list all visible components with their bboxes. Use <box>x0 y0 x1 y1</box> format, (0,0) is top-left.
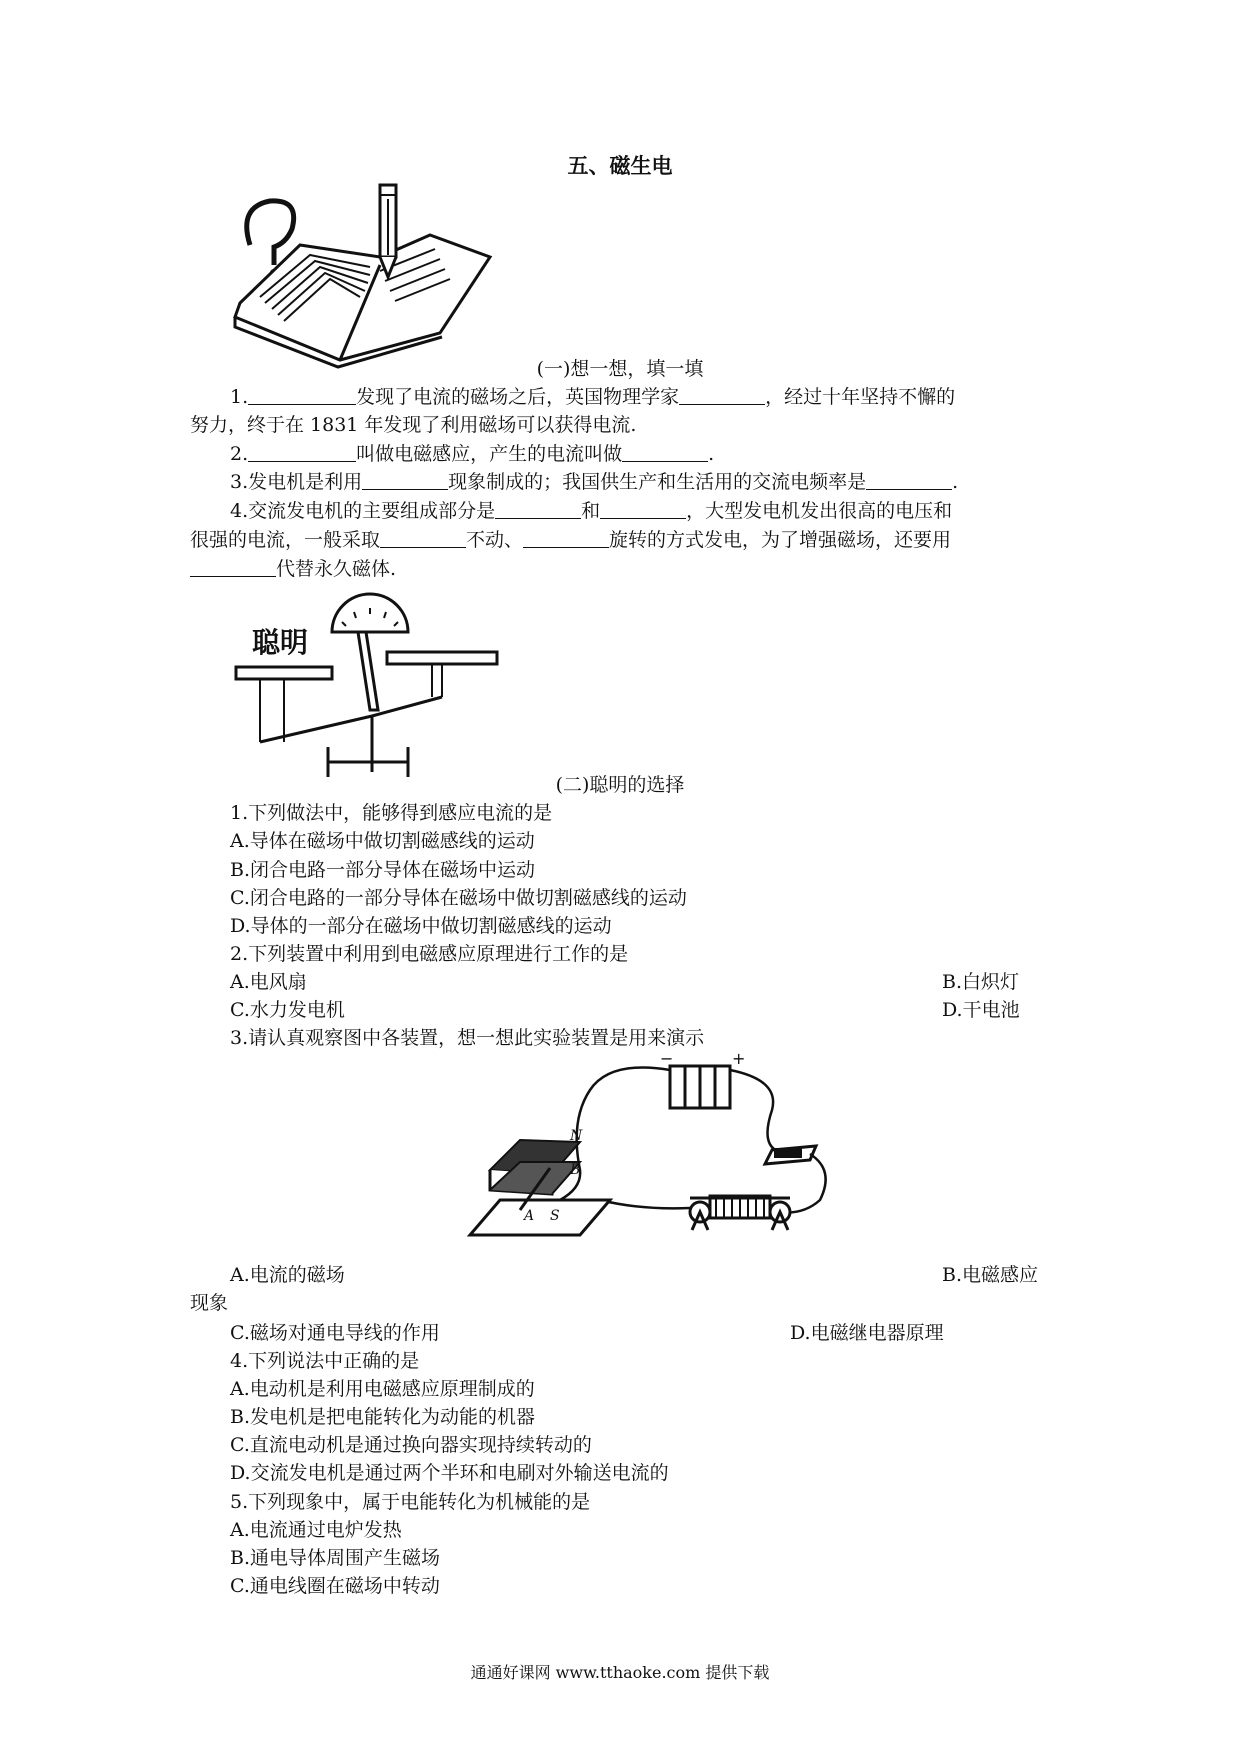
fill-question-1-cont: 努力，终于在 1831 年发现了利用磁场可以获得电流. <box>190 414 637 436</box>
fill-question-4: 4.交流发电机的主要组成部分是 和 ，大型发电机发出很高的电压和 <box>230 500 953 522</box>
answer-blank[interactable] <box>523 527 609 548</box>
answer-blank[interactable] <box>622 441 708 462</box>
choice-option[interactable]: C.直流电动机是通过换向器实现持续转动的 <box>230 1434 592 1456</box>
choice-option[interactable]: D.导体的一部分在磁场中做切割磁感线的运动 <box>230 915 612 937</box>
answer-blank[interactable] <box>600 498 686 519</box>
balance-scale-illustration <box>232 592 502 782</box>
question-mark-icon <box>247 201 294 265</box>
book-pencil-illustration <box>230 185 490 365</box>
galvanometer-icon <box>765 1146 816 1164</box>
scale-label: 聪明 <box>252 626 309 659</box>
choice-option[interactable]: C.闭合电路的一部分导体在磁场中做切割磁感线的运动 <box>230 887 687 909</box>
section2-heading: (二)聪明的选择 <box>555 774 685 796</box>
answer-blank[interactable] <box>362 469 448 490</box>
fill-question-1: 1. 发现了电流的磁场之后，英国物理学家 ，经过十年坚持不懈的 <box>230 386 956 408</box>
battery-icon <box>660 1049 745 1108</box>
choice-option[interactable]: A.电流的磁场 <box>230 1264 345 1286</box>
svg-text:A: A <box>524 1208 535 1224</box>
choice-option-cont: 现象 <box>190 1292 229 1314</box>
page-title: 五、磁生电 <box>567 154 673 178</box>
fill-question-4-cont2: 代替永久磁体. <box>190 556 396 582</box>
choice-option[interactable]: B.电磁感应 <box>942 1264 1039 1286</box>
magnet-icon <box>470 1128 610 1235</box>
rheostat-icon <box>690 1196 790 1230</box>
choice-option[interactable]: C.磁场对通电导线的作用 <box>230 1322 440 1344</box>
section1-heading: (一)想一想，填一填 <box>536 358 704 380</box>
page-footer: 通通好课网 www.tthaoke.com 提供下载 <box>470 1663 770 1682</box>
svg-text:B: B <box>570 1162 581 1178</box>
answer-blank[interactable] <box>679 384 765 405</box>
choice-option[interactable]: B.白炽灯 <box>942 971 1020 993</box>
choice-question-4: 4.下列说法中正确的是 <box>230 1350 420 1372</box>
choice-option[interactable]: A.电动机是利用电磁感应原理制成的 <box>230 1378 535 1400</box>
choice-option[interactable]: A.电流通过电炉发热 <box>230 1519 402 1541</box>
choice-option[interactable]: D.干电池 <box>942 999 1020 1021</box>
choice-option[interactable]: A.导体在磁场中做切割磁感线的运动 <box>230 830 535 852</box>
choice-option[interactable]: C.通电线圈在磁场中转动 <box>230 1575 440 1597</box>
answer-blank[interactable] <box>190 556 276 577</box>
choice-option[interactable]: D.交流发电机是通过两个半环和电刷对外输送电流的 <box>230 1462 669 1484</box>
fill-question-4-cont: 很强的电流，一般采取 不动、 旋转的方式发电，为了增强磁场，还要用 <box>190 529 952 551</box>
induction-apparatus-illustration <box>460 1050 840 1240</box>
fill-question-3: 3.发电机是利用 现象制成的；我国供生产和生活用的交流电频率是 . <box>230 471 959 493</box>
choice-question-3: 3.请认真观察图中各装置，想一想此实验装置是用来演示 <box>230 1027 705 1049</box>
pencil-icon <box>380 185 396 277</box>
choice-option[interactable]: B.通电导体周围产生磁场 <box>230 1547 441 1569</box>
answer-blank[interactable] <box>495 498 581 519</box>
answer-blank[interactable] <box>248 441 356 462</box>
fill-question-2: 2. 叫做电磁感应，产生的电流叫做 . <box>230 443 715 465</box>
choice-option[interactable]: B.发电机是把电能转化为动能的机器 <box>230 1406 536 1428</box>
choice-option[interactable]: B.闭合电路一部分导体在磁场中运动 <box>230 859 536 881</box>
choice-option[interactable]: A.电风扇 <box>230 971 307 993</box>
choice-question-2: 2.下列装置中利用到电磁感应原理进行工作的是 <box>230 943 629 965</box>
choice-option[interactable]: D.电磁继电器原理 <box>790 1322 944 1344</box>
choice-question-1: 1.下列做法中，能够得到感应电流的是 <box>230 802 553 824</box>
answer-blank[interactable] <box>380 527 466 548</box>
answer-blank[interactable] <box>248 384 356 405</box>
choice-question-5: 5.下列现象中，属于电能转化为机械能的是 <box>230 1491 591 1513</box>
svg-text:+: + <box>732 1049 746 1068</box>
svg-text:−: − <box>660 1049 674 1068</box>
svg-text:N: N <box>570 1128 583 1144</box>
answer-blank[interactable] <box>866 469 952 490</box>
choice-option[interactable]: C.水力发电机 <box>230 999 345 1021</box>
svg-text:S: S <box>550 1208 560 1224</box>
